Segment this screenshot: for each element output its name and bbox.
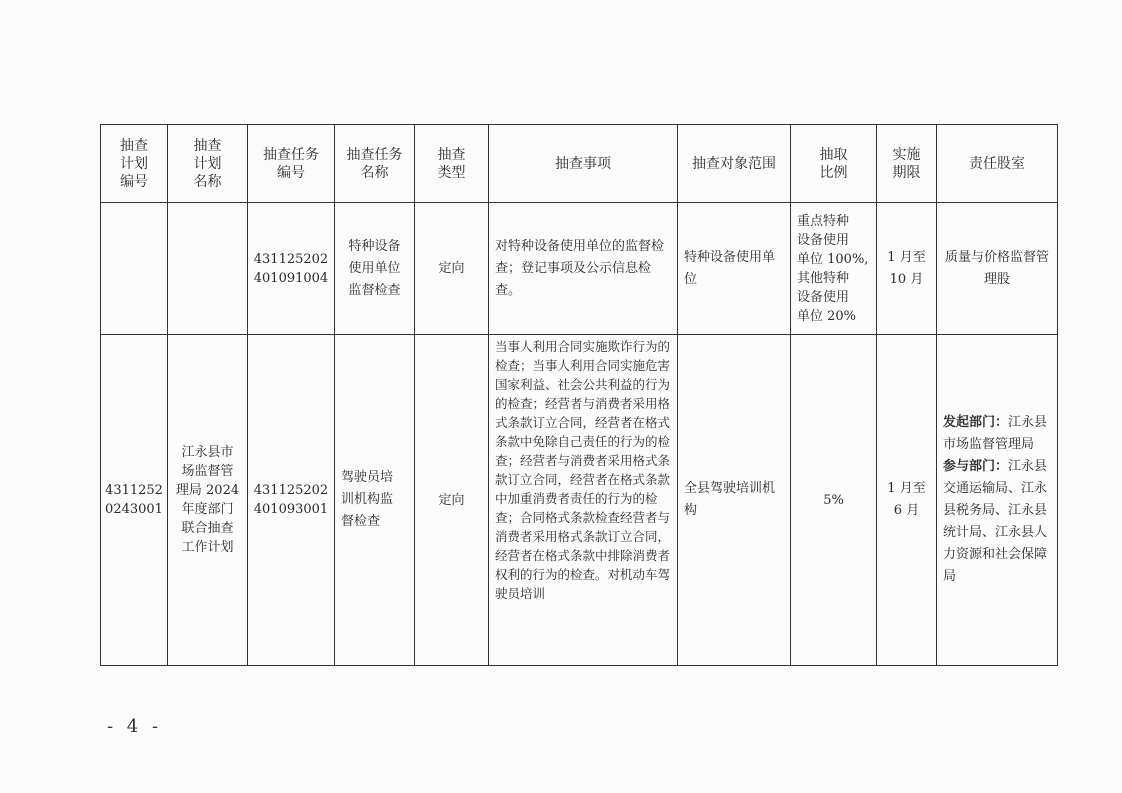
cell-plan-number: 4311252 0243001: [101, 335, 168, 666]
cell-inspection-type: 定向: [415, 203, 489, 335]
cell-target-scope: 全县驾驶培训机构: [678, 335, 791, 666]
header-inspection-items: 抽查事项: [489, 125, 678, 203]
cell-plan-name: 江永县市 场监督管 理局 2024 年度部门 联合抽查 工作计划: [168, 335, 248, 666]
cell-sampling-ratio: 重点特种 设备使用 单位 100%, 其他特种 设备使用 单位 20%: [791, 203, 877, 335]
cell-sampling-ratio: 5%: [791, 335, 877, 666]
header-plan-number: 抽查 计划 编号: [101, 125, 168, 203]
header-period: 实施 期限: [877, 125, 937, 203]
header-inspection-type: 抽查 类型: [415, 125, 489, 203]
header-plan-name: 抽查 计划 名称: [168, 125, 248, 203]
cell-target-scope: 特种设备使用单位: [678, 203, 791, 335]
participating-dept-label: 参与部门：: [943, 459, 1009, 474]
cell-task-number: 431125202 401093001: [248, 335, 335, 666]
header-responsible-dept: 责任股室: [937, 125, 1058, 203]
cell-inspection-items: 对特种设备使用单位的监督检查；登记事项及公示信息检查。: [489, 203, 678, 335]
cell-plan-number: [101, 203, 168, 335]
lead-dept-value: 江永县市场监督管理局: [943, 415, 1048, 452]
header-sampling-ratio: 抽取 比例: [791, 125, 877, 203]
cell-task-name: 驾驶员培 训机构监 督检查: [335, 335, 415, 666]
cell-responsible-dept: [937, 335, 1058, 666]
inspection-plan-table: [100, 124, 1058, 666]
page-number: - 4 -: [107, 716, 163, 737]
lead-dept-label: 发起部门：: [943, 415, 1009, 430]
cell-plan-name: [168, 203, 248, 335]
cell-responsible-dept: 质量与价格监督管理股: [937, 203, 1058, 335]
cell-task-name: 特种设备 使用单位 监督检查: [335, 203, 415, 335]
table-row: [101, 335, 1058, 666]
header-task-number: 抽查任务 编号: [248, 125, 335, 203]
header-task-name: 抽查任务 名称: [335, 125, 415, 203]
header-target-scope: 抽查对象范围: [678, 125, 791, 203]
table-header-row: [101, 125, 1058, 203]
cell-period: 1 月至 10 月: [877, 203, 937, 335]
table-row: [101, 203, 1058, 335]
cell-inspection-items: 当事人利用合同实施欺诈行为的检查；当事人利用合同实施危害国家利益、社会公共利益的行为的检查；经营者与消费者采用格式条款订立合同，经营者在格式条款中免除自己责任的行为的检查；经营者与消费者采用格式条款订立合同，经营者在格式条款中加重消费者责任的行为的检查；合同格式条款检查经营者与消费者采用格式条款订立合同，经营者在格式条款中排除消费者权利的行为的检查。对机动车驾驶员培训: [489, 335, 678, 666]
participating-dept-value: 江永县交通运输局、江永县税务局、江永县统计局、江永县人力资源和社会保障局: [943, 459, 1048, 584]
cell-task-number: 431125202 401091004: [248, 203, 335, 335]
cell-inspection-type: 定向: [415, 335, 489, 666]
cell-period: 1 月至 6 月: [877, 335, 937, 666]
